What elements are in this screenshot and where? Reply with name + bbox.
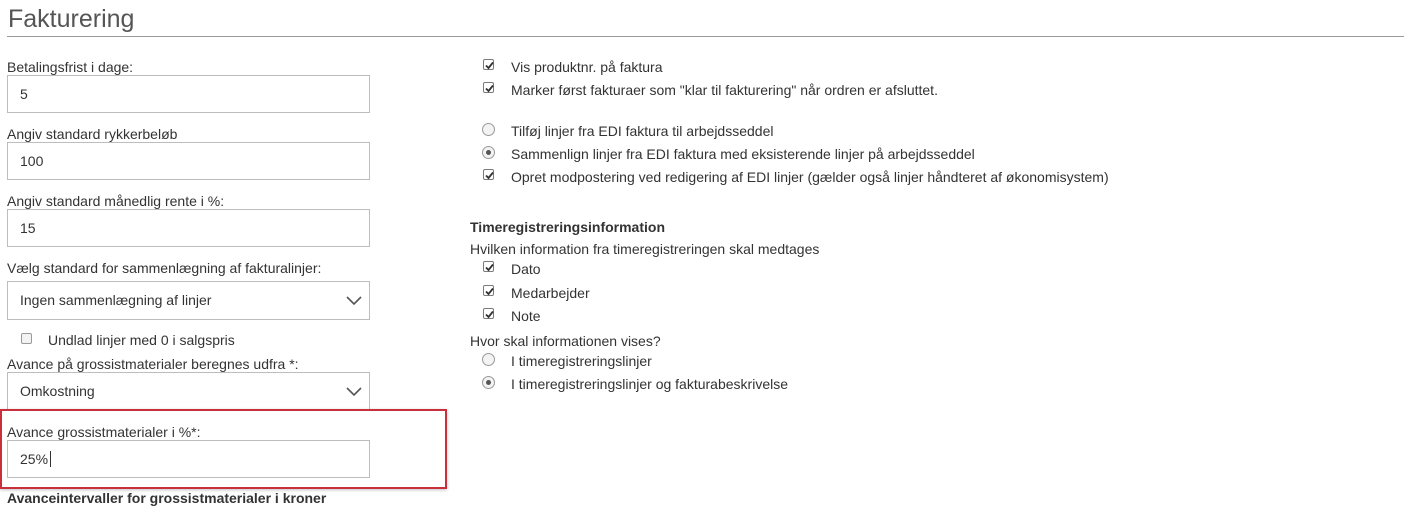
edi-contra-label: Opret modpostering ved redigering af EDI linjer (gælder også linjer håndteret af økonomisystem) [511,169,1109,185]
edi-compare-lines-label: Sammenlign linjer fra EDI faktura med eksisterende linjer på arbejdsseddel [511,146,975,162]
checkmark-icon [484,83,495,94]
markup-basis-selected: Omkostning [20,383,95,399]
mark-ready-label: Marker først fakturaer som "klar til fakturering" når ordren er afsluttet. [511,82,938,98]
time-reg-employee-label: Medarbejder [511,285,590,301]
edi-compare-lines-radio[interactable] [482,146,495,159]
display-lines-invoice-radio[interactable] [482,376,495,389]
time-reg-date-checkbox[interactable] [483,261,494,272]
merge-lines-label: Vælg standard for sammenlægning af fakturalinjer: [7,260,322,276]
time-reg-employee-checkbox[interactable] [483,285,494,296]
show-product-no-checkbox[interactable] [483,59,494,70]
monthly-interest-label: Angiv standard månedlig rente i %: [7,193,225,209]
time-reg-heading: Timeregistreringsinformation [470,219,666,235]
mark-ready-checkbox[interactable] [483,82,494,93]
time-reg-note-checkbox[interactable] [483,308,494,319]
time-reg-date-label: Dato [511,261,541,277]
edi-add-lines-label: Tilføj linjer fra EDI faktura til arbejdsseddel [511,123,774,139]
display-lines-label: I timeregistreringslinjer [511,353,652,369]
title-divider [7,36,1404,37]
chevron-down-icon [345,293,363,307]
reminder-amount-label: Angiv standard rykkerbeløb [7,126,178,142]
skip-zero-lines-label: Undlad linjer med 0 i salgspris [48,332,235,348]
text-caret [50,451,51,467]
time-reg-question: Hvilken information fra timeregistreringen skal medtages [470,241,820,257]
display-lines-invoice-label: I timeregistreringslinjer og fakturabeskrivelse [511,376,788,392]
payment-days-label: Betalingsfrist i dage: [7,59,134,75]
chevron-down-icon [345,384,363,398]
checkmark-icon [484,309,495,320]
markup-intervals-heading: Avanceintervaller for grossistmaterialer i kroner [7,490,327,506]
edi-add-lines-radio[interactable] [482,123,495,136]
reminder-amount-input[interactable] [7,142,370,180]
checkmark-icon [484,60,495,71]
show-product-no-label: Vis produktnr. på faktura [511,59,663,75]
skip-zero-lines-checkbox[interactable] [21,333,32,344]
payment-days-input[interactable] [7,75,370,113]
edi-contra-checkbox[interactable] [483,169,494,180]
display-lines-radio[interactable] [482,353,495,366]
checkmark-icon [484,262,495,273]
checkmark-icon [484,170,495,181]
markup-basis-label: Avance på grossistmaterialer beregnes udfra *: [7,356,299,372]
page-title: Fakturering [8,5,135,33]
time-reg-display-question: Hvor skal informationen vises? [470,333,661,349]
merge-lines-selected: Ingen sammenlægning af linjer [20,292,212,308]
monthly-interest-input[interactable] [7,209,370,247]
merge-lines-select[interactable] [7,281,370,320]
markup-percent-label: Avance grossistmaterialer i %*: [7,424,201,440]
markup-basis-select[interactable] [7,372,370,411]
time-reg-note-label: Note [511,308,541,324]
markup-percent-input[interactable] [7,440,370,478]
checkmark-icon [484,286,495,297]
